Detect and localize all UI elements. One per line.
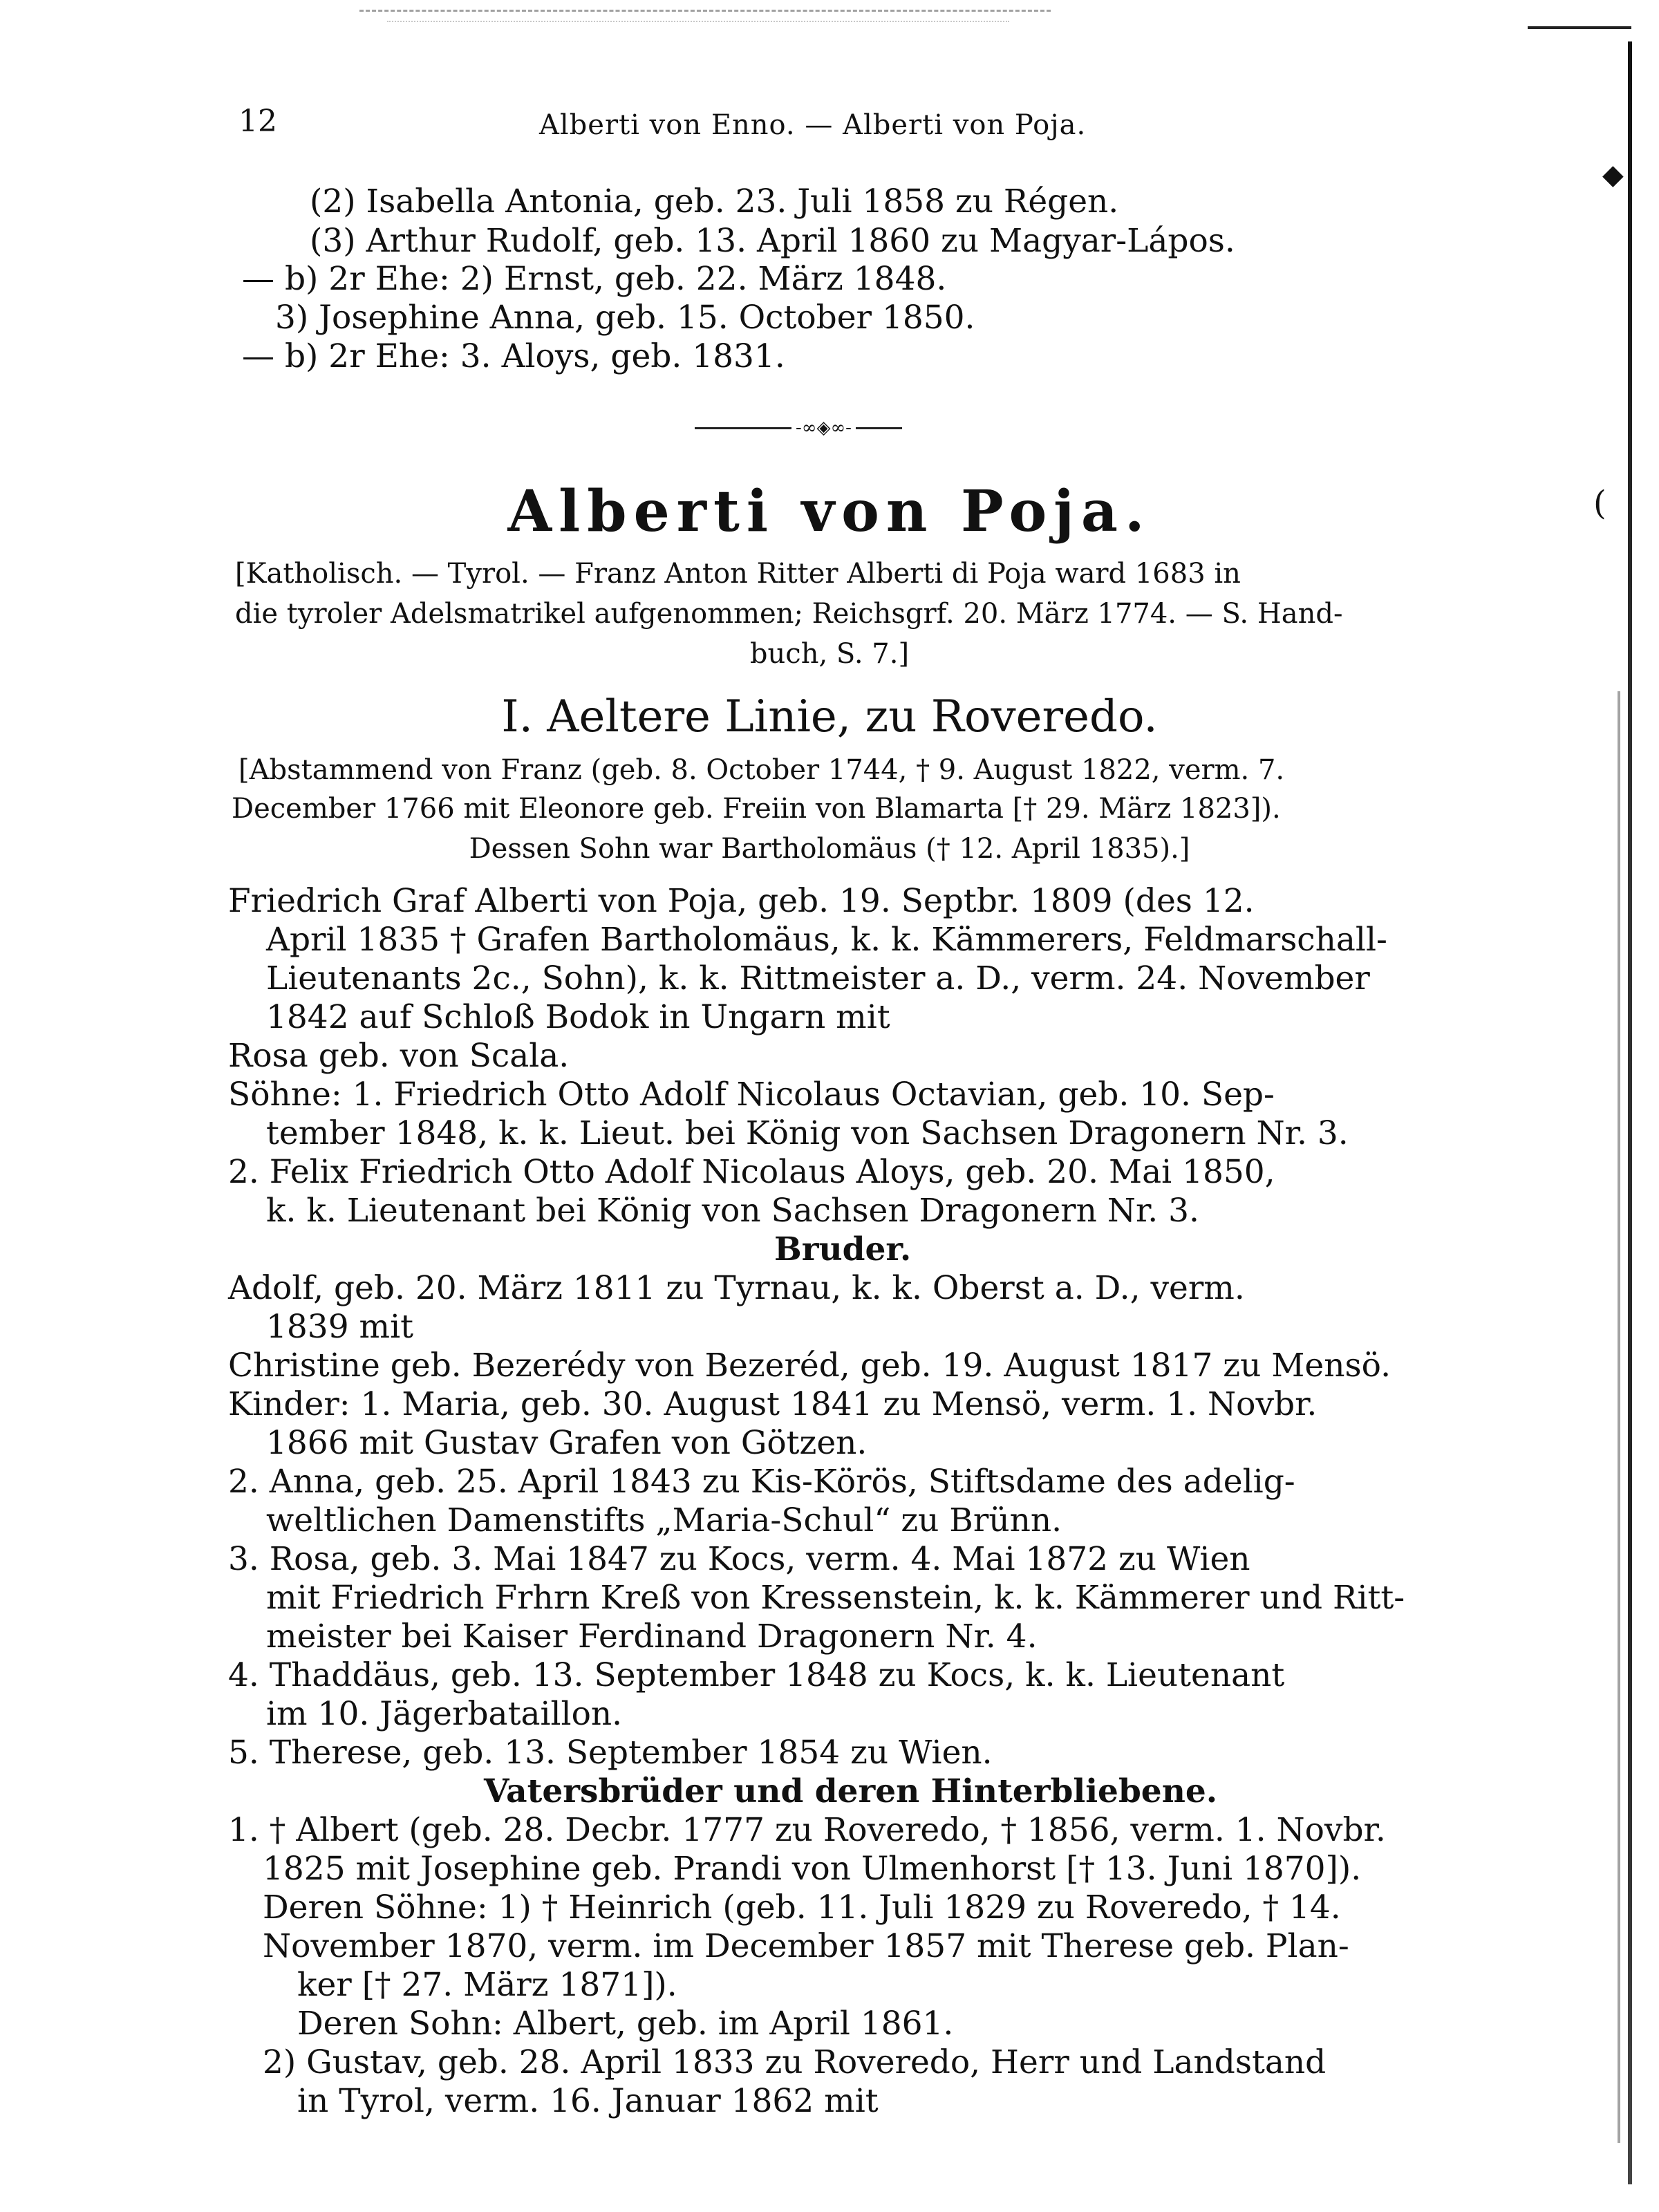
subheading: Vatersbrüder und deren Hinterbliebene. [484,1772,1218,1810]
divider-ornament: -∞◈∞- [791,418,856,438]
scan-dot-icon: ◆ [1602,159,1624,191]
scan-mark [1528,26,1631,29]
entry-line: Christine geb. Bezerédy von Bezeréd, geb. 19. August 1817 zu Mensö. [228,1347,1391,1385]
entry-line: 1842 auf Schloß Bodok in Ungarn mit [266,998,890,1036]
entry-line: tember 1848, k. k. Lieut. bei König von Sachsen Dragonern Nr. 3. [266,1114,1349,1152]
entry-line: 2. Anna, geb. 25. April 1843 zu Kis-Körös, Stiftsdame des adelig- [228,1463,1295,1501]
section-title: Alberti von Poja. [507,478,1152,545]
entry-line: weltlichen Damenstifts „Maria-Schul“ zu Brünn. [266,1501,1062,1539]
continuation-line: (3) Arthur Rudolf, geb. 13. April 1860 zu Magyar-Lápos. [310,222,1235,260]
line-intro-line: Dessen Sohn war Bartholomäus († 12. April 1835).] [469,833,1190,865]
entry-line: 1. † Albert (geb. 28. Decbr. 1777 zu Roveredo, † 1856, verm. 1. Novbr. [228,1811,1386,1849]
entry-line: ker [† 27. März 1871]). [297,1966,677,2004]
entry-line: Friedrich Graf Alberti von Poja, geb. 19. Septbr. 1809 (des 12. [228,882,1255,920]
entry-line: mit Friedrich Frhrn Kreß von Kressenstein, k. k. Kämmerer und Ritt- [266,1579,1405,1617]
entry-line: 5. Therese, geb. 13. September 1854 zu Wien. [228,1734,993,1772]
continuation-line: (2) Isabella Antonia, geb. 23. Juli 1858 zu Régen. [310,182,1119,221]
scan-bracket-icon: ( [1593,484,1606,523]
entry-line: Adolf, geb. 20. März 1811 zu Tyrnau, k. k. Oberst a. D., verm. [228,1269,1245,1307]
entry-line: 4. Thaddäus, geb. 13. September 1848 zu Kocs, k. k. Lieutenant [228,1656,1285,1694]
entry-line: meister bei Kaiser Ferdinand Dragonern Nr. 4. [266,1618,1038,1656]
entry-line: April 1835 † Grafen Bartholomäus, k. k. Kämmerers, Feldmarschall- [266,921,1387,959]
scan-smudge [359,10,1051,17]
entry-line: in Tyrol, verm. 16. Januar 1862 mit [297,2082,879,2120]
scan-smudge [387,21,1009,25]
continuation-line: 3) Josephine Anna, geb. 15. October 1850. [275,299,975,337]
line-title: I. Aeltere Linie, zu Roveredo. [501,691,1158,742]
line-intro-line: December 1766 mit Eleonore geb. Freiin von Blamarta [† 29. März 1823]). [232,793,1281,825]
entry-line: Söhne: 1. Friedrich Otto Adolf Nicolaus Octavian, geb. 10. Sep- [228,1076,1275,1114]
section-intro-line: [Katholisch. — Tyrol. — Franz Anton Ritter Alberti di Poja ward 1683 in [235,558,1241,590]
binding-edge [1618,691,1620,2143]
section-intro-line: buch, S. 7.] [749,638,910,670]
entry-line: im 10. Jägerbataillon. [266,1695,623,1733]
entry-line: 1839 mit [266,1308,414,1346]
entry-line: 1866 mit Gustav Grafen von Götzen. [266,1424,868,1462]
entry-line: Deren Sohn: Albert, geb. im April 1861. [297,2005,954,2043]
running-head: Alberti von Enno. — Alberti von Poja. [539,109,1087,141]
entry-line: 2) Gustav, geb. 28. April 1833 zu Roveredo, Herr und Landstand [263,2043,1327,2081]
entry-line: k. k. Lieutenant bei König von Sachsen Dragonern Nr. 3. [266,1192,1199,1230]
continuation-line: — b) 2r Ehe: 3. Aloys, geb. 1831. [242,337,785,375]
entry-line: Deren Söhne: 1) † Heinrich (geb. 11. Juli 1829 zu Roveredo, † 14. [263,1888,1341,1927]
page-number: 12 [238,104,277,139]
entry-line: 1825 mit Josephine geb. Prandi von Ulmenhorst [† 13. Juni 1870]). [263,1850,1362,1888]
subheading: Bruder. [774,1230,912,1268]
entry-line: Rosa geb. von Scala. [228,1037,570,1075]
line-intro-line: [Abstammend von Franz (geb. 8. October 1744, † 9. August 1822, verm. 7. [238,754,1285,786]
binding-edge [1628,41,1632,2184]
entry-line: November 1870, verm. im December 1857 mit Therese geb. Plan- [263,1927,1349,1965]
entry-line: Lieutenants 2c., Sohn), k. k. Rittmeister a. D., verm. 24. November [266,959,1370,997]
entry-line: Kinder: 1. Maria, geb. 30. August 1841 zu Mensö, verm. 1. Novbr. [228,1385,1318,1423]
continuation-line: — b) 2r Ehe: 2) Ernst, geb. 22. März 1848. [242,260,947,298]
entry-line: 3. Rosa, geb. 3. Mai 1847 zu Kocs, verm. 4. Mai 1872 zu Wien [228,1540,1250,1578]
entry-line: 2. Felix Friedrich Otto Adolf Nicolaus Aloys, geb. 20. Mai 1850, [228,1153,1275,1191]
section-intro-line: die tyroler Adelsmatrikel aufgenommen; Reichsgrf. 20. März 1774. — S. Hand- [235,598,1343,630]
